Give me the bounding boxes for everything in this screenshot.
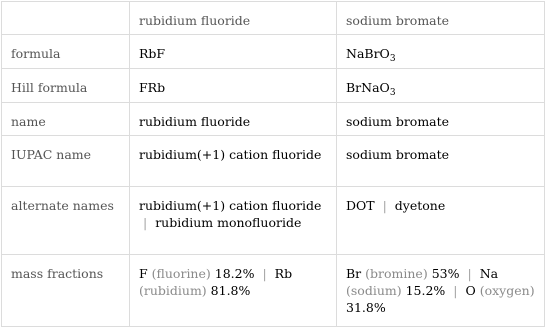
element-name: (bromine)	[365, 266, 428, 281]
alternate-name: rubidium monofluoride	[155, 215, 302, 230]
row-alternate-names	[2, 187, 545, 255]
name-nabro3: sodium bromate	[337, 103, 545, 136]
mass-fraction-value: 53%	[431, 266, 460, 281]
row-label-name: name	[2, 103, 130, 136]
header-row	[2, 2, 545, 35]
element-name: (fluorine)	[151, 266, 211, 281]
hill-formula-rbf-text: FRb	[139, 80, 166, 95]
alternate-name: DOT	[346, 198, 375, 213]
row-label-formula: formula	[2, 35, 130, 69]
formula-nabro3	[337, 35, 545, 69]
formula-nabro3-subscript: 3	[389, 54, 396, 64]
mass-fraction-value: 31.8%	[346, 300, 386, 315]
hill-formula-nabro3-text: BrNaO	[346, 80, 390, 95]
row-hill-formula	[2, 69, 545, 103]
alternate-name: dyetone	[394, 198, 446, 213]
separator: |	[467, 266, 472, 281]
mass-fractions-rbf	[130, 255, 337, 327]
formula-rbf-text: RbF	[139, 46, 166, 61]
row-label-mass-fractions: mass fractions	[2, 255, 130, 327]
element-name: (oxygen)	[479, 283, 535, 298]
mass-fractions-nabro3	[337, 255, 545, 327]
element-symbol: F	[139, 266, 148, 281]
row-mass-fractions	[2, 255, 545, 327]
alternate-name: rubidium(+1) cation fluoride	[139, 198, 322, 213]
header-empty-cell	[2, 2, 130, 35]
element-name: (rubidium)	[139, 283, 207, 298]
row-label-hill-formula: Hill formula	[2, 69, 130, 103]
separator: |	[382, 198, 387, 213]
row-iupac-name	[2, 136, 545, 187]
separator: |	[453, 283, 458, 298]
hill-formula-nabro3	[337, 69, 545, 103]
hill-formula-nabro3-subscript: 3	[389, 88, 396, 98]
mass-fraction-value: 18.2%	[214, 266, 255, 281]
separator: |	[143, 215, 148, 230]
element-symbol: Na	[479, 266, 499, 281]
hill-formula-rbf	[130, 69, 337, 103]
row-label-alternate-names: alternate names	[2, 187, 130, 255]
alternate-names-rbf	[130, 187, 337, 255]
comparison-table	[1, 1, 545, 327]
mass-fraction-value: 81.8%	[210, 283, 251, 298]
row-name	[2, 103, 545, 136]
alternate-names-nabro3	[337, 187, 545, 255]
name-rbf: rubidium fluoride	[130, 103, 337, 136]
header-sodium-bromate: sodium bromate	[337, 2, 545, 35]
formula-nabro3-text: NaBrO	[346, 46, 390, 61]
mass-fraction-value: 15.2%	[405, 283, 446, 298]
row-formula	[2, 35, 545, 69]
separator: |	[262, 266, 267, 281]
iupac-name-rbf: rubidium(+1) cation fluoride	[130, 136, 337, 187]
formula-rbf	[130, 35, 337, 69]
row-label-iupac-name: IUPAC name	[2, 136, 130, 187]
element-name: (sodium)	[346, 283, 402, 298]
element-symbol: Rb	[274, 266, 293, 281]
element-symbol: O	[465, 283, 476, 298]
iupac-name-nabro3: sodium bromate	[337, 136, 545, 187]
header-rubidium-fluoride: rubidium fluoride	[130, 2, 337, 35]
element-symbol: Br	[346, 266, 362, 281]
